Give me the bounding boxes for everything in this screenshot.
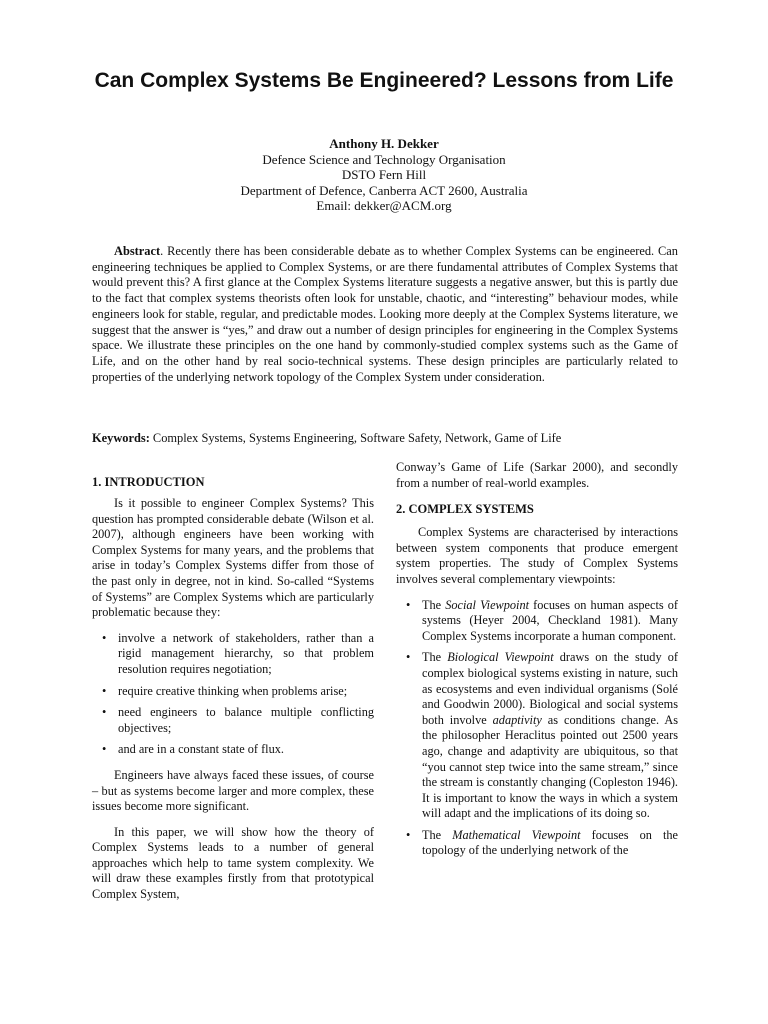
bullet-icon: • xyxy=(102,705,107,720)
keywords-label: Keywords: xyxy=(92,431,150,445)
intro-paragraph-continued: Conway’s Game of Life (Sarkar 2000), and secondly from a number of real-world examples. xyxy=(396,460,678,490)
abstract xyxy=(92,244,678,385)
paper-title: Can Complex Systems Be Engineered? Lessons from Life xyxy=(94,69,674,92)
list-item-text: focuses on the topology of the underlying network of the xyxy=(422,827,678,858)
emphasis-text: Mathematical Viewpoint xyxy=(452,827,581,842)
emphasis-text: adaptivity xyxy=(492,712,542,727)
list-item xyxy=(92,684,374,700)
list-item-text: focuses on human aspects of systems (Heyer 2004, Checkland 1981). Many Complex Systems incorporate a human component. xyxy=(422,597,678,643)
bullet-icon: • xyxy=(406,650,411,665)
complex-paragraph: Complex Systems are characterised by interactions between system components that produce emergent system properties. The study of Complex Systems involves several complementary viewpoints: xyxy=(396,525,678,586)
bullet-icon: • xyxy=(102,630,107,645)
list-item-text: The xyxy=(422,650,448,665)
keywords-text: Complex Systems, Systems Engineering, Software Safety, Network, Game of Life xyxy=(149,431,562,445)
section-heading-complex-systems: 2. COMPLEX SYSTEMS xyxy=(396,502,534,517)
keywords xyxy=(92,430,678,446)
intro-paragraph: In this paper, we will show how the theory of Complex Systems leads to a number of general approaches which help to tame system complexity. We will draw these examples firstly from that prototypical Complex System, xyxy=(92,824,374,902)
affiliation-line: Department of Defence, Canberra ACT 2600, Australia xyxy=(240,182,528,198)
list-item xyxy=(396,828,678,859)
right-column xyxy=(396,460,678,869)
emphasis-text: Biological Viewpoint xyxy=(447,650,554,665)
list-item-text: need engineers to balance multiple conflicting objectives; xyxy=(118,705,374,735)
intro-paragraph: Engineers have always faced these issues, of course – but as systems become larger and more complex, these issues become more significant. xyxy=(92,767,374,814)
emphasis-text: Social Viewpoint xyxy=(445,597,530,612)
list-item xyxy=(396,598,678,645)
author-email: Email: dekker@ACM.org xyxy=(316,198,452,213)
list-item xyxy=(396,650,678,822)
viewpoint-bullet-list xyxy=(396,598,678,860)
affiliation-line: Defence Science and Technology Organisation xyxy=(262,151,506,167)
list-item-text: and are in a constant state of flux. xyxy=(118,742,284,757)
bullet-icon: • xyxy=(102,742,107,757)
list-item-text: The xyxy=(422,827,453,842)
author-name: Anthony H. Dekker xyxy=(329,136,439,151)
list-item xyxy=(92,705,374,736)
list-item-text: involve a network of stakeholders, rather than a rigid management hierarchy, so that problem resolution requires negotiation; xyxy=(118,630,374,676)
list-item xyxy=(92,631,374,678)
list-item xyxy=(92,742,374,758)
bullet-icon: • xyxy=(406,597,411,612)
author-block xyxy=(80,136,688,214)
section-heading-introduction: 1. INTRODUCTION xyxy=(92,475,205,489)
bullet-icon: • xyxy=(102,683,107,698)
intro-paragraph: Is it possible to engineer Complex Systems? This question has prompted considerable debate (Wilson et al. 2007), although engineers have been working with Complex Systems for many years, and the problems that arise in today’s Complex Systems differ from those of the past only in degree, not in kind. So-called “Systems of Systems” are Complex Systems which are particularly problematic because they: xyxy=(92,496,374,620)
list-item-text: draws on the study of complex biological systems existing in nature, such as ecosystems and even individual organisms (Solé and Goodwin 2000). Biological and social systems both involve xyxy=(422,650,678,727)
left-column xyxy=(92,460,374,913)
list-item-text: The xyxy=(422,597,446,612)
list-item-text: require creative thinking when problems arise; xyxy=(118,683,348,698)
abstract-text: . Recently there has been considerable debate as to whether Complex Systems can be engineered. Can engineering techniques be applied to Complex Systems, or are there fundamental attributes of Complex Systems that would prevent this? A first glance at the Complex Systems literature suggests a negative answer, but this is partly due to the fact that complex systems theorists often look for unstable, chaotic, and “interesting” behaviour modes, while engineers look for stable, regular, and predictable modes. Looking more deeply at the Complex Systems literature, we suggest that the answer is “yes,” and draw out a number of design principles for engineering in the Complex Systems space. We illustrate these principles on the one hand by commonly-studied complex systems such as the Game of Life, and on the other hand by real socio-technical systems. These design principles are particularly related to properties of the underlying network topology of the Complex System under consideration. xyxy=(92,244,678,384)
intro-bullet-list xyxy=(92,631,374,758)
list-item-text: as conditions change. As the philosopher Heraclitus pointed out 2500 years ago, change and adaptivity are ubiquitous, so that “you cannot step twice into the same stream,” since the stream is constantly changing (Copleston 1946). It is important to know the ways in which a system will adapt and the implications of its doing so. xyxy=(422,712,678,821)
bullet-icon: • xyxy=(406,827,411,842)
affiliation-line: DSTO Fern Hill xyxy=(341,167,427,182)
abstract-label: Abstract xyxy=(114,244,161,258)
